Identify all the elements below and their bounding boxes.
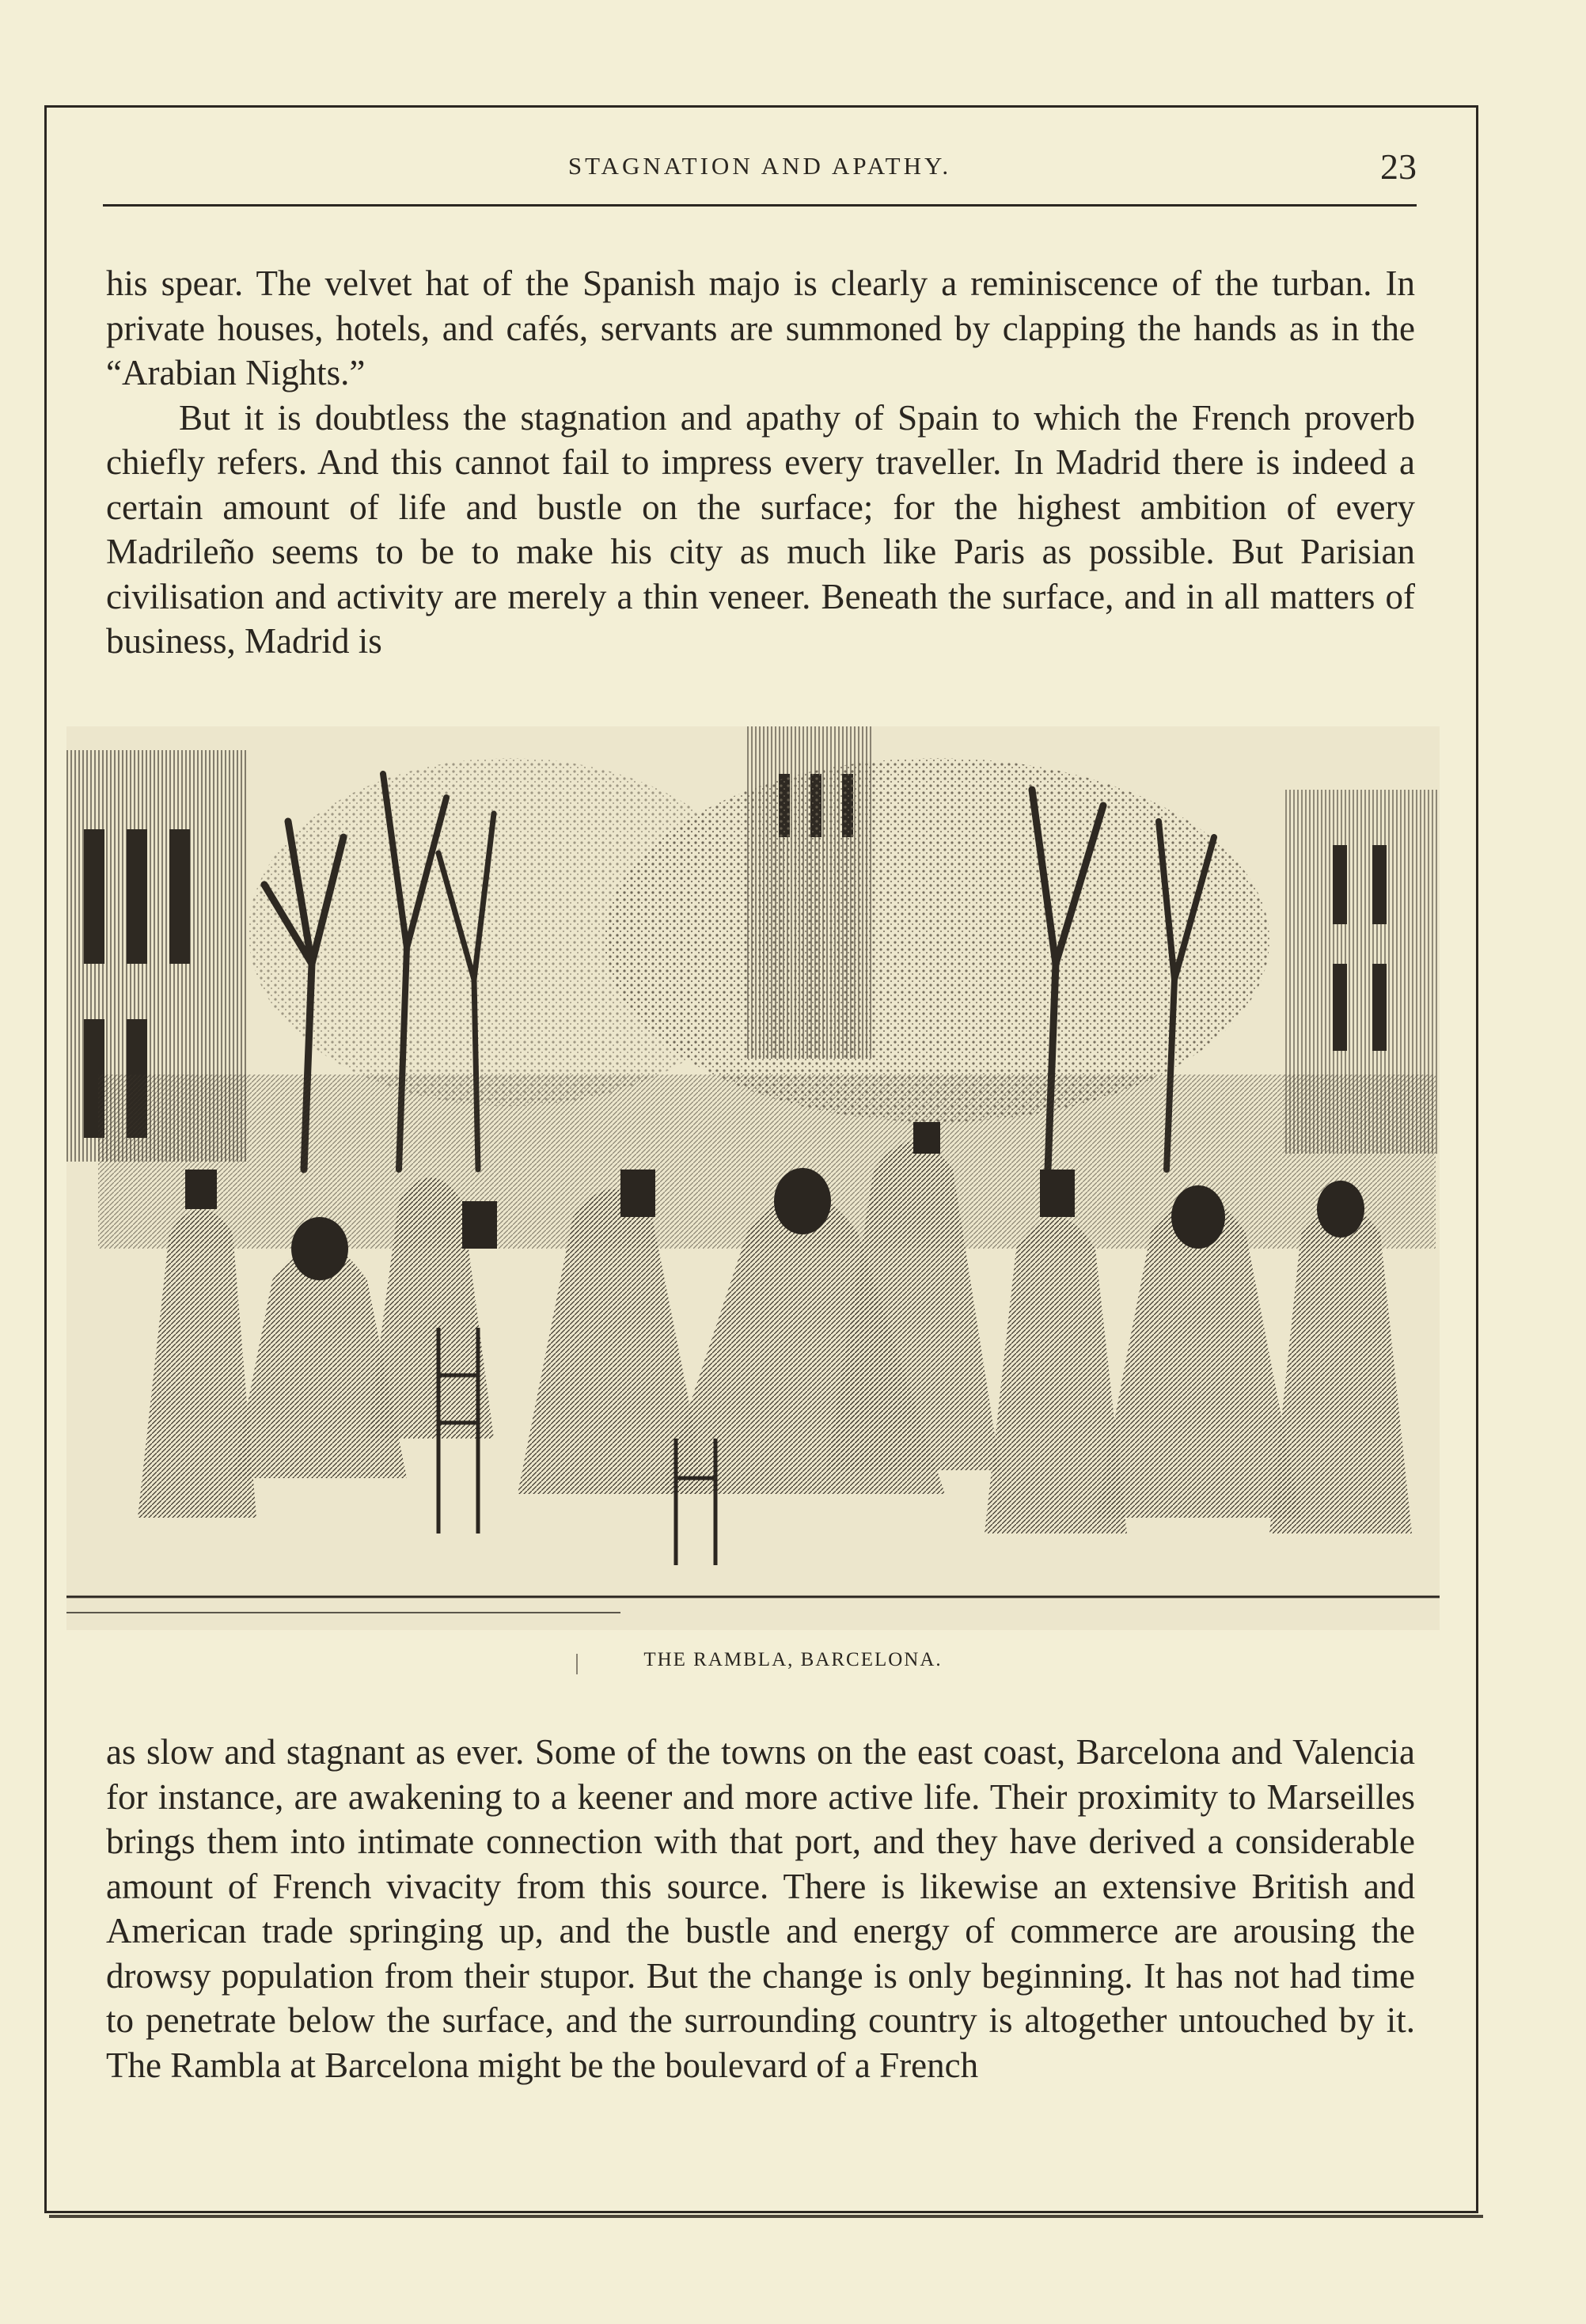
illustration-caption: THE RAMBLA, BARCELONA. bbox=[643, 1649, 943, 1670]
running-head-title: STAGNATION AND APATHY. bbox=[567, 152, 952, 180]
paragraph: his spear. The velvet hat of the Spanish majo is clearly a reminiscence of the turban. In private houses, hotels, and cafés, servants are summoned by clapping the hands as in the “Arabian Nights.” bbox=[106, 263, 1415, 392]
frame-bottom-rule bbox=[49, 2215, 1483, 2218]
running-head bbox=[103, 146, 1417, 193]
paragraph: But it is doubtless the stagnation and apathy of Spain to which the French proverb chiefly refers. And this cannot fail to impress every traveller. In Madrid there is indeed a certain amount of life and bustle on the surface; for the highest ambition of every Madrileño seems to be to make his city as much like Paris as possible. But Parisian civilisation and activity are merely a thin veneer. Beneath the surface, and in all matters of business, Madrid is bbox=[106, 397, 1415, 661]
body-text-bottom bbox=[106, 1730, 1415, 2087]
paragraph: as slow and stagnant as ever. Some of the towns on the east coast, Barcelona and Valencia for instance, are awakening to a keener and more active life. Their proximity to Marseilles brings them into intimate connection with that port, and they have derived a considerable amount of French vivacity from this source. There is likewise an extensive British and American trade springing up, and the bustle and energy of commerce are arousing the drowsy population from their stupor. But the change is only beginning. It has not had time to penetrate below the surface, and the surrounding country is altogether untouched by it. The Rambla at Barcelona might be the boulevard of a French bbox=[106, 1732, 1415, 2085]
body-text-top bbox=[106, 261, 1415, 664]
engraving-illustration bbox=[66, 726, 1440, 1630]
page-number: 23 bbox=[1380, 146, 1417, 187]
header-rule bbox=[103, 204, 1417, 207]
